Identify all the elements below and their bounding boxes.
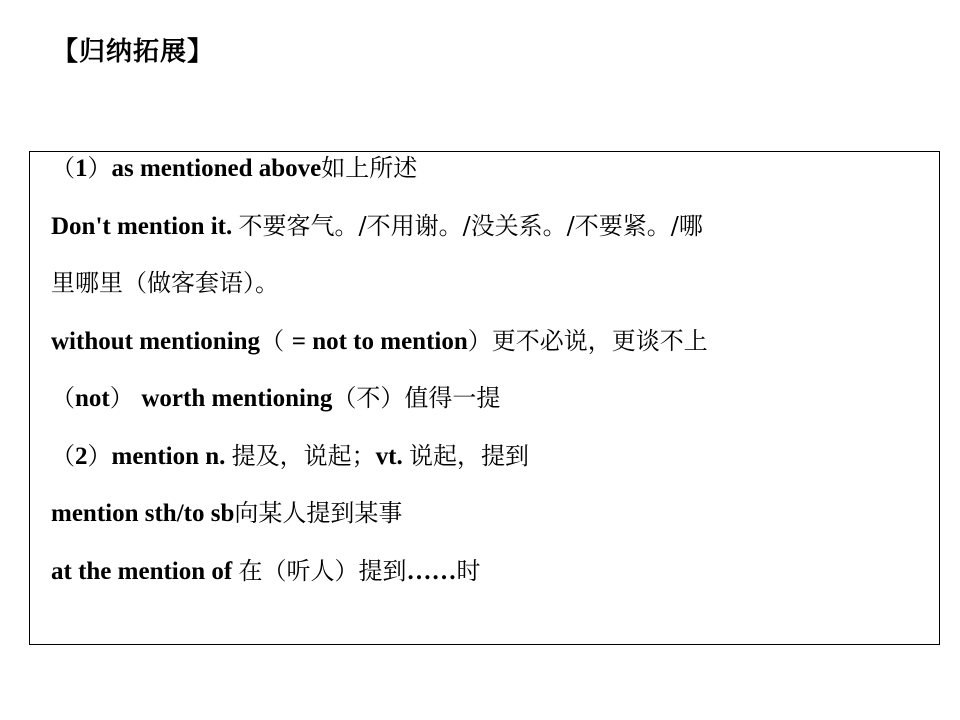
english-text: vt. xyxy=(375,442,409,470)
english-text: worth mentioning xyxy=(141,385,333,412)
english-text: not xyxy=(75,385,110,412)
chinese-text: ） xyxy=(109,384,142,412)
chinese-text: （ xyxy=(260,326,292,355)
chinese-text: ）更不必说，更谈不上 xyxy=(467,326,708,355)
note-line xyxy=(51,434,929,492)
chinese-text: 里哪里（做客套语）。 xyxy=(51,269,279,297)
chinese-text: 不要客气。/不用谢。/没关系。/不要紧。/哪 xyxy=(238,211,703,240)
chinese-text: 说起，提到 xyxy=(408,441,529,470)
note-line xyxy=(51,261,929,319)
chinese-text: ） xyxy=(87,441,112,470)
english-text: 1 xyxy=(75,155,88,182)
english-text: 2 xyxy=(75,442,88,470)
english-text: as mentioned above xyxy=(111,155,322,182)
chinese-text: 如上所述 xyxy=(321,154,418,182)
note-line xyxy=(51,549,929,607)
slide-title: 【归纳拓展】 xyxy=(52,37,215,67)
english-text: without mentioning xyxy=(51,327,261,355)
chinese-text: （ xyxy=(51,154,75,182)
chinese-text: （ xyxy=(51,384,75,412)
english-text: mention sth/to sb xyxy=(51,500,235,527)
english-text: = not to mention xyxy=(291,327,468,355)
english-text: …… xyxy=(406,557,457,585)
chinese-text: ） xyxy=(87,154,112,182)
chinese-text: 向某人提到某事 xyxy=(234,499,403,527)
note-line xyxy=(51,319,929,377)
chinese-text: （ xyxy=(51,441,75,470)
note-line xyxy=(51,376,929,434)
english-text: at the mention of xyxy=(51,557,239,585)
chinese-text: 时 xyxy=(456,556,481,585)
english-text: mention n. xyxy=(111,442,232,470)
note-line xyxy=(51,146,929,204)
note-line xyxy=(51,491,929,549)
notes-list xyxy=(51,146,929,606)
english-text: Don't mention it. xyxy=(51,212,239,240)
chinese-text: （不）值得一提 xyxy=(332,384,501,412)
note-line xyxy=(51,204,929,262)
chinese-text: 在（听人）提到 xyxy=(238,556,407,585)
chinese-text: 提及，说起； xyxy=(231,441,376,470)
